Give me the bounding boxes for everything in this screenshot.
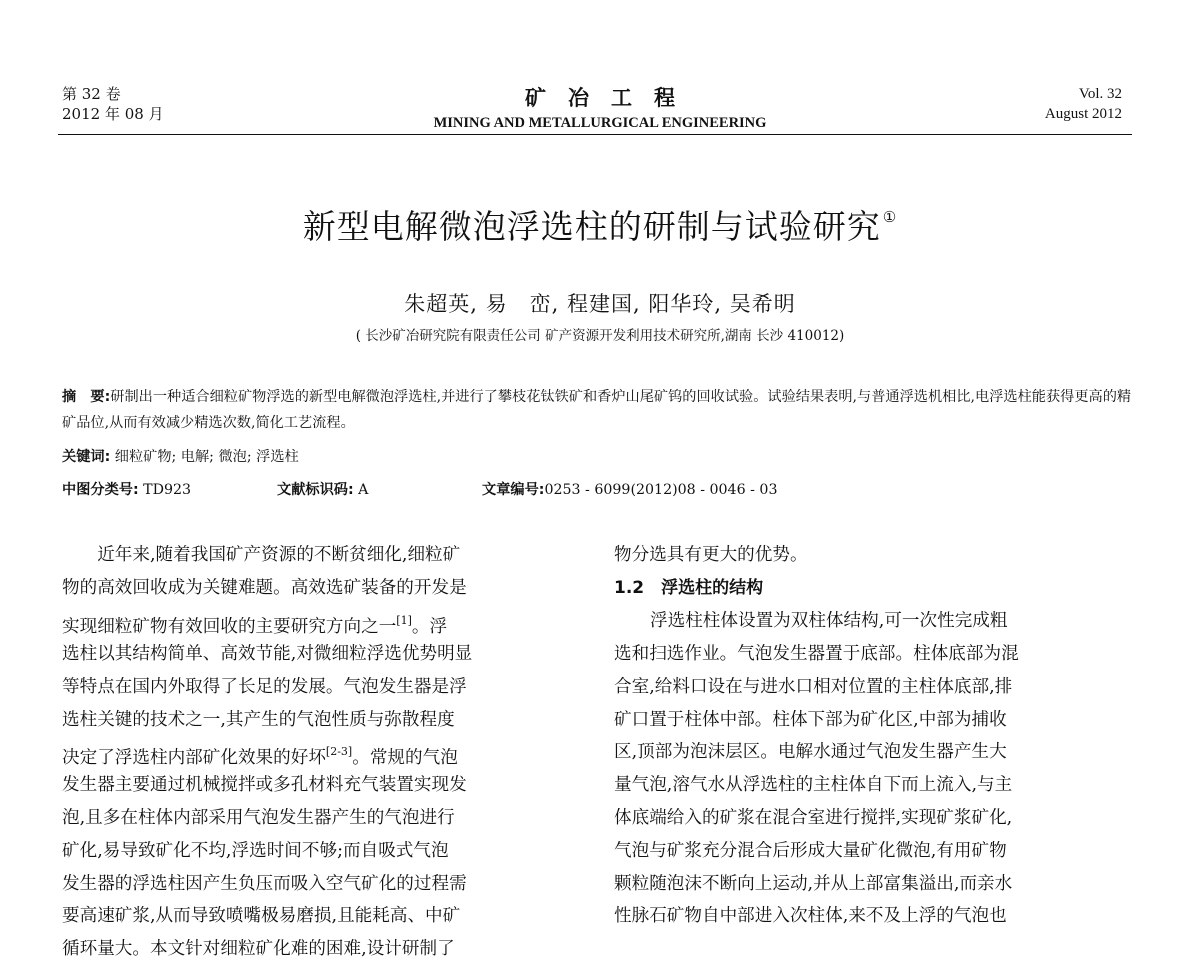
section-heading xyxy=(614,572,763,605)
body-line: 颗粒随泡沫不断向上运动,并从上部富集溢出,而亲水 xyxy=(614,874,1013,894)
body-line: 合室,给料口设在与进水口相对位置的主柱体底部,排 xyxy=(614,677,1013,697)
title-text: 新型电解微泡浮选柱的研制与试验研究 xyxy=(302,207,881,246)
clc-code xyxy=(62,478,191,502)
volume-cn: 第 32 卷 xyxy=(62,85,121,103)
body-line: 泡,且多在柱体内部采用气泡发生器产生的气泡进行 xyxy=(62,808,455,828)
doccode-value: A xyxy=(358,482,369,498)
keywords xyxy=(62,445,299,469)
body-line: 物分选具有更大的优势。 xyxy=(614,545,808,565)
date-en: August 2012 xyxy=(1044,106,1122,122)
abstract xyxy=(62,384,1142,436)
citation: [1] xyxy=(396,614,412,627)
body-line: 矿化,易导致矿化不均,浮选时间不够;而自吸式气泡 xyxy=(62,841,449,861)
journal-name xyxy=(0,84,1200,132)
journal-name-cn: 矿冶工程 xyxy=(525,85,697,110)
body-line: 矿口置于柱体中部。柱体下部为矿化区,中部为捕收 xyxy=(614,710,1007,730)
article-value: 0253 - 6099(2012)08 - 0046 - 03 xyxy=(544,482,778,498)
header-right xyxy=(1045,84,1122,124)
body-line: 循环量大。本文针对细粒矿化难的困难,设计研制了 xyxy=(62,939,455,959)
authors: 朱超英, 易 峦, 程建国, 阳华玲, 吴希明 xyxy=(404,292,796,316)
clc-value: TD923 xyxy=(143,482,192,498)
section-number: 1.2 xyxy=(614,578,645,598)
affiliation: ( 长沙矿冶研究院有限责任公司 矿产资源开发利用技术研究所,湖南 长沙 410012) xyxy=(355,328,845,344)
article-label: 文章编号: xyxy=(482,482,545,498)
title-footnote-mark: ① xyxy=(882,208,898,226)
body-line: 近年来,随着我国矿产资源的不断贫细化,细粒矿 xyxy=(62,545,461,565)
body-line-tail: 。浮 xyxy=(411,617,448,637)
body-line: 物的高效回收成为关键难题。高效选矿装备的开发是 xyxy=(62,578,467,598)
body-line: 等特点在国内外取得了长足的发展。气泡发生器是浮 xyxy=(62,677,467,697)
citation: [2-3] xyxy=(325,745,353,758)
body-line: 选和扫选作业。气泡发生器置于底部。柱体底部为混 xyxy=(614,644,1019,664)
body-line-text: 决定了浮选柱内部矿化效果的好坏 xyxy=(62,748,326,768)
body-line: 性脉石矿物自中部进入次柱体,来不及上浮的气泡也 xyxy=(614,906,1007,926)
abstract-text: 研制出一种适合细粒矿物浮选的新型电解微泡浮选柱,并进行了攀枝花钛铁矿和香炉山尾矿钨的回收试验。试验结果表明,与普通浮选机相比,电浮选柱能获得更高的精矿品位,从而有效减少精选次数,简化工艺流程。 xyxy=(62,389,1132,431)
body-line: 区,顶部为泡沫层区。电解水通过气泡发生器产生大 xyxy=(614,742,1007,762)
volume-en: Vol. 32 xyxy=(1078,86,1122,102)
article-number xyxy=(482,478,777,502)
body-line: 量气泡,溶气水从浮选柱的主柱体自下而上流入,与主 xyxy=(614,775,1013,795)
date-cn: 2012 年 08 月 xyxy=(62,105,164,123)
abstract-label: 摘 要: xyxy=(62,389,111,405)
doccode-label: 文献标识码: xyxy=(277,482,354,498)
body-line-text: 实现细粒矿物有效回收的主要研究方向之一 xyxy=(62,617,397,637)
body-line: 气泡与矿浆充分混合后形成大量矿化微泡,有用矿物 xyxy=(614,841,1007,861)
clc-label: 中图分类号: xyxy=(62,482,139,498)
document-code xyxy=(277,478,368,502)
body-line: 发生器主要通过机械搅拌或多孔材料充气装置实现发 xyxy=(62,775,467,795)
body-line: 要高速矿浆,从而导致喷嘴极易磨损,且能耗高、中矿 xyxy=(62,906,461,926)
body-line: 体底端给入的矿浆在混合室进行搅拌,实现矿浆矿化, xyxy=(614,808,1013,828)
keywords-label: 关键词: xyxy=(62,449,111,465)
body-line: 选柱以其结构简单、高效节能,对微细粒浮选优势明显 xyxy=(62,644,473,664)
body-line-tail: 。常规的气泡 xyxy=(352,748,458,768)
header-rule xyxy=(58,134,1132,135)
paper-title xyxy=(0,195,1200,249)
journal-name-en: MINING AND METALLURGICAL ENGINEERING xyxy=(433,115,767,131)
keywords-text: 细粒矿物; 电解; 微泡; 浮选柱 xyxy=(114,449,299,465)
body-line: 浮选柱柱体设置为双柱体结构,可一次性完成粗 xyxy=(650,611,1008,631)
body-line: 发生器的浮选柱因产生负压而吸入空气矿化的过程需 xyxy=(62,874,467,894)
section-title: 浮选柱的结构 xyxy=(661,578,764,598)
body-line: 选柱关键的技术之一,其产生的气泡性质与弥散程度 xyxy=(62,710,455,730)
